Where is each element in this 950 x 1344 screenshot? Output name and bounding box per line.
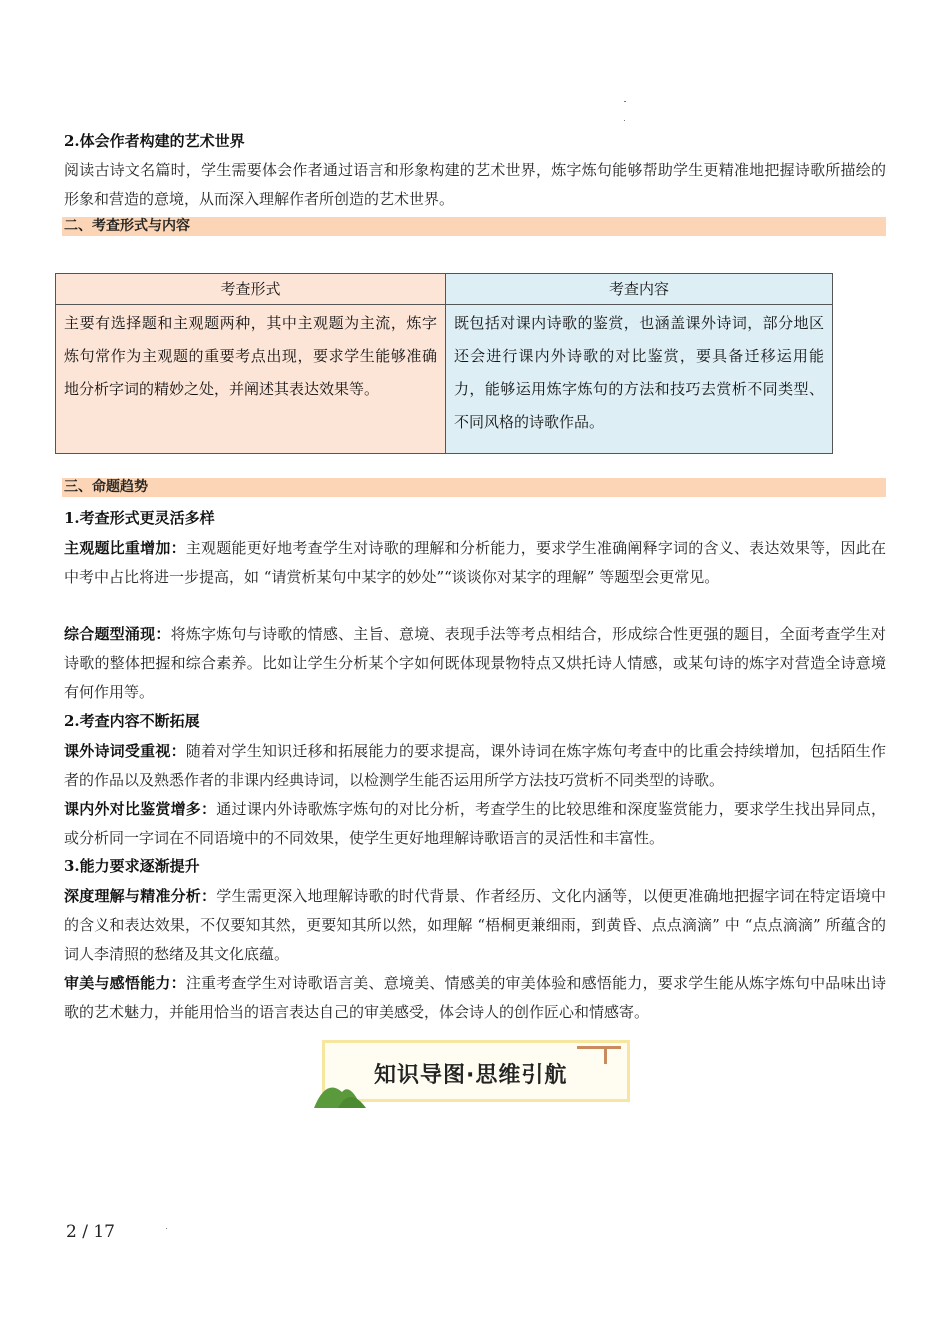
paragraph-lead: 深度理解与精准分析： <box>64 887 217 905</box>
section-heading: 2.体会作者构建的艺术世界 <box>64 132 245 150</box>
knowledge-map-banner <box>312 1036 634 1108</box>
trend-heading: 2.考查内容不断拓展 <box>64 712 200 730</box>
trend-paragraph <box>64 620 886 707</box>
banner-accent-line <box>577 1046 621 1049</box>
header-mark <box>624 120 625 121</box>
paragraph-text: 通过课内外诗歌炼字炼句的对比分析，考查学生的比较思维和深度鉴赏能力，要求学生找出异同点，或分析同一字词在不同语境中的不同效果，使学生更好地理解诗歌语言的灵活性和丰富性。 <box>64 800 886 847</box>
exam-table <box>55 273 833 454</box>
table-header-format: 考查形式 <box>56 274 446 305</box>
page-number: 2 / 17 <box>66 1222 115 1242</box>
mountain-icon <box>312 1070 372 1110</box>
trend-paragraph <box>64 795 886 853</box>
paragraph-text: 主观题能更好地考查学生对诗歌的理解和分析能力，要求学生准确阐释字词的含义、表达效果等，因此在中考中占比将进一步提高，如 “请赏析某句中某字的妙处”“谈谈你对某字的理解” 等题型会更常见。 <box>64 539 886 586</box>
table-header-content: 考查内容 <box>446 274 833 305</box>
header-mark <box>624 101 626 102</box>
table-cell-content: 既包括对课内诗歌的鉴赏，也涵盖课外诗词，部分地区还会进行课内外诗歌的对比鉴赏，要具备迁移运用能力，能够运用炼字炼句的方法和技巧去赏析不同类型、不同风格的诗歌作品。 <box>446 305 833 454</box>
paragraph-lead: 主观题比重增加： <box>64 539 186 557</box>
trend-heading: 3.能力要求逐渐提升 <box>64 857 200 875</box>
paragraph-lead: 审美与感悟能力： <box>64 974 186 992</box>
trend-heading: 1.考查形式更灵活多样 <box>64 509 215 527</box>
section-body: 阅读古诗文名篇时，学生需要体会作者通过语言和形象构建的艺术世界，炼字炼句能够帮助学生更精准地把握诗歌所描绘的形象和营造的意境，从而深入理解作者所创造的艺术世界。 <box>64 161 886 208</box>
paragraph-text: 注重考查学生对诗歌语言美、意境美、情感美的审美体验和感悟能力，要求学生能从炼字炼句中品味出诗歌的艺术魅力，并能用恰当的语言表达自己的审美感受，体会诗人的创作匠心和情感寄。 <box>64 974 886 1021</box>
paragraph-text: 随着对学生知识迁移和拓展能力的要求提高，课外诗词在炼字炼句考查中的比重会持续增加，包括陌生作者的作品以及熟悉作者的非课内经典诗词，以检测学生能否运用所学方法技巧赏析不同类型的诗歌。 <box>64 742 886 789</box>
trend-paragraph <box>64 969 886 1027</box>
table-header-row <box>56 274 833 305</box>
section-band-trends: 三、命题趋势 <box>62 478 886 497</box>
trend-paragraph <box>64 737 886 795</box>
paragraph-lead: 课外诗词受重视： <box>64 742 186 760</box>
section-band-exam-format: 二、考查形式与内容 <box>62 217 886 236</box>
trend-paragraph <box>64 882 886 969</box>
paragraph-lead: 课内外对比鉴赏增多： <box>64 800 217 818</box>
paragraph-text: 学生需更深入地理解诗歌的时代背景、作者经历、文化内涵等，以便更准确地把握字词在特定语境中的含义和表达效果，不仅要知其然，更要知其所以然，如理解 “梧桐更兼细雨，到黄昏、点点滴滴” 中 “点点滴滴” 所蕴含的词人李清照的愁绪及其文化底蕴。 <box>64 887 886 963</box>
paragraph-lead: 综合题型涌现： <box>64 625 171 643</box>
trend-paragraph <box>64 534 886 592</box>
paragraph-text: 将炼字炼句与诗歌的情感、主旨、意境、表现手法等考点相结合，形成综合性更强的题目，全面考查学生对诗歌的整体把握和综合素养。比如让学生分析某个字如何既体现景物特点又烘托诗人情感，或某句诗的炼字对营造全诗意境有何作用等。 <box>64 625 886 701</box>
banner-accent-line <box>604 1046 607 1064</box>
table-cell-format: 主要有选择题和主观题两种，其中主观题为主流，炼字炼句常作为主观题的重要考点出现，要求学生能够准确地分析字词的精妙之处，并阐述其表达效果等。 <box>56 305 446 454</box>
table-row <box>56 305 833 454</box>
banner-title: 知识导图·思维引航 <box>374 1063 568 1088</box>
footer-mark <box>166 1228 167 1229</box>
